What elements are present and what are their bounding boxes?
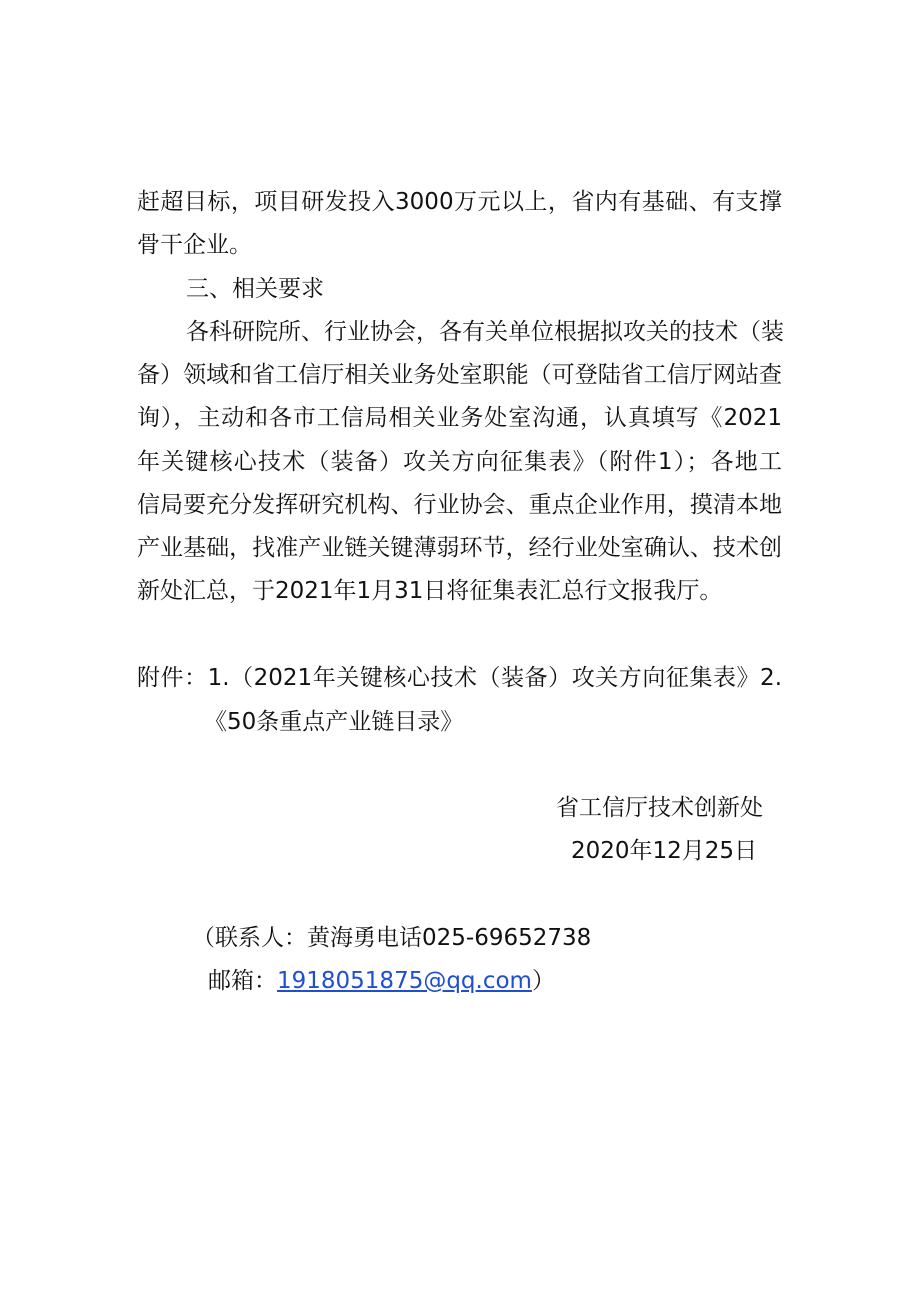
paragraph-line: 各科研院所、行业协会，各有关单位根据拟攻关的技术（装	[186, 319, 784, 345]
email-link[interactable]: 1918051875@qq.com	[277, 968, 532, 994]
contact-email-line	[208, 965, 555, 997]
paragraph-line: 新处汇总，于2021年1月31日将征集表汇总行文报我厅。	[137, 578, 723, 604]
paragraph-line: 赶超目标，项目研发投入3000万元以上，省内有基础、有支撑	[137, 189, 782, 215]
signature-date: 2020年12月25日	[571, 838, 758, 864]
paragraph-line: 骨干企业。	[137, 232, 252, 258]
email-label: 邮箱：	[208, 968, 277, 994]
paragraph-line: 询），主动和各市工信局相关业务处室沟通，认真填写《2021	[137, 405, 782, 431]
contact-closing: ）	[531, 968, 555, 994]
paragraph-line: 信局要充分发挥研究机构、行业协会、重点企业作用，摸清本地	[137, 492, 782, 518]
section-heading: 三、相关要求	[186, 276, 324, 302]
paragraph-line: 备）领域和省工信厅相关业务处室职能（可登陆省工信厅网站查	[137, 362, 782, 388]
paragraph-line: 年关键核心技术（装备）攻关方向征集表》（附件1）；各地工	[137, 449, 782, 475]
signature-organization: 省工信厅技术创新处	[556, 795, 763, 821]
attachments-line: 《50条重点产业链目录》	[204, 709, 464, 735]
attachments-line: 附件：1.（2021年关键核心技术（装备）攻关方向征集表》2.	[137, 665, 782, 691]
contact-line: （联系人：黄海勇电话025-69652738	[192, 925, 592, 951]
paragraph-line: 产业基础，找准产业链关键薄弱环节，经行业处室确认、技术创	[137, 535, 782, 561]
